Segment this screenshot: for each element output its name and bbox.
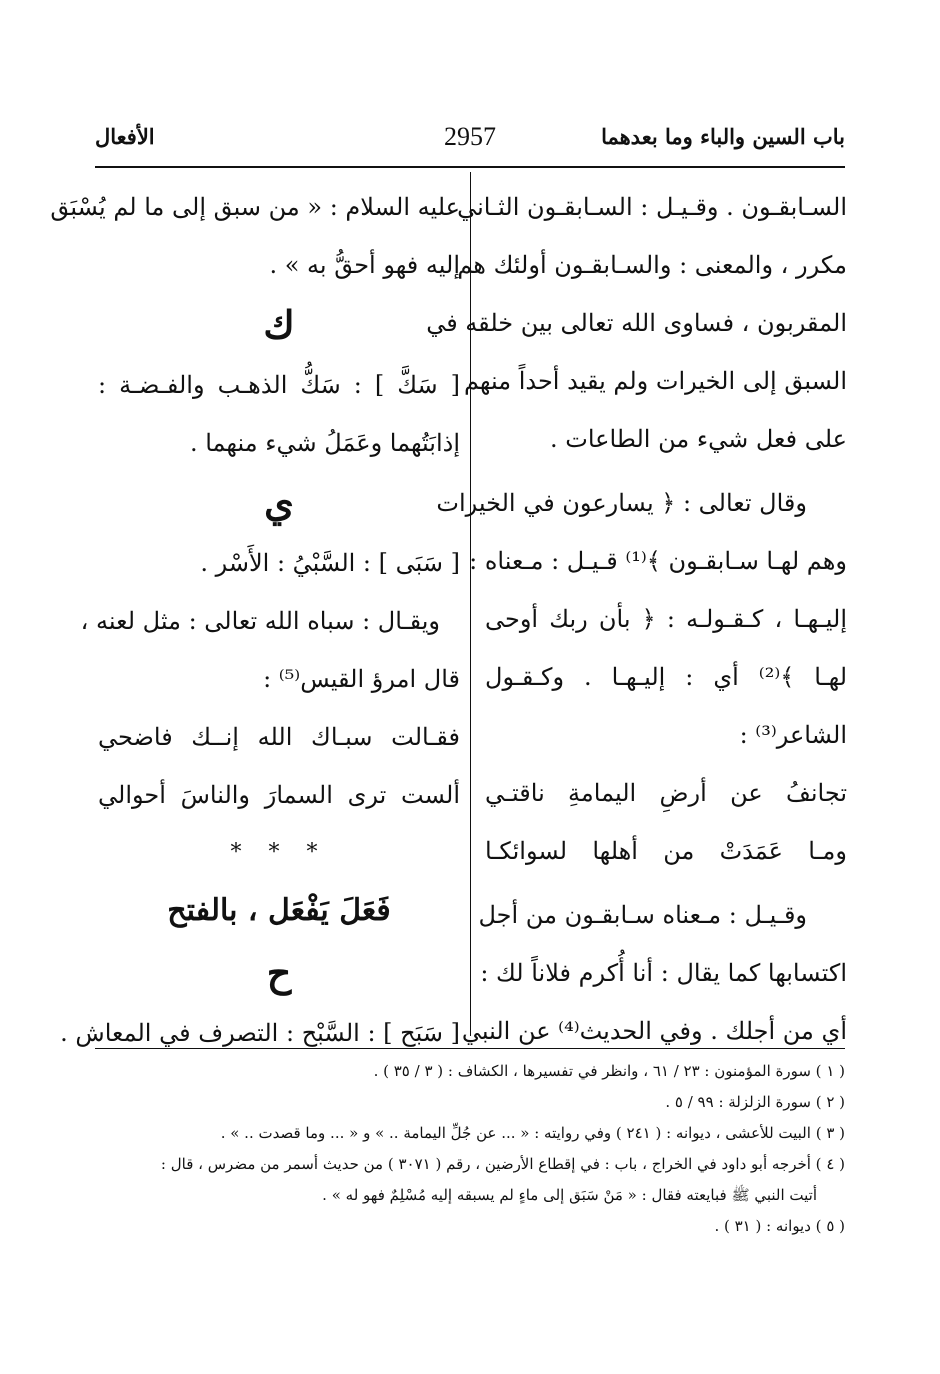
text-line: إليه فهو أحقُّ به » . bbox=[269, 251, 460, 279]
left-column bbox=[50, 178, 460, 1062]
letter-heading-kaf: ك bbox=[263, 302, 295, 347]
text-line: وهم لهـا سـابقـون ﴾⁽¹⁾ قـيـل : مـعناه : bbox=[469, 547, 847, 575]
right-column bbox=[426, 178, 848, 1060]
section-separator: * * * bbox=[230, 840, 328, 865]
text-line: عليه السلام : « من سبق إلى ما لم يُسْبَق bbox=[50, 193, 460, 221]
text-line: قال امرؤ القيس⁽⁵⁾ : bbox=[263, 665, 460, 693]
entry-sabh: [ سَبَح ] : السَّبْح : التصرف في المعاش . bbox=[60, 1019, 460, 1047]
section-title: باب السين والباء وما بعدهما bbox=[601, 124, 845, 149]
text-line: أي من أجلك . وفي الحديث⁽⁴⁾ عن النبي bbox=[461, 1017, 847, 1045]
footnote: ( ١ ) سورة المؤمنون : ٢٣ / ٦١ ، وانظر في تفسيرها ، الكشاف : ( ٣ / ٣٥ ) . bbox=[373, 1062, 845, 1080]
letter-heading-ya: ي bbox=[264, 480, 294, 525]
text-line: وقـيـل : مـعناه سـابقـون من أجل bbox=[478, 901, 807, 929]
text-line: المقربون ، فساوى الله تعالى بين خلقه في bbox=[426, 309, 847, 337]
text-line: مكرر ، والمعنى : والسـابقـون أولئك هم bbox=[457, 251, 847, 279]
poem-verse: فقـالت سبـاك الله إنــك فاضحي bbox=[98, 723, 460, 751]
text-line: ويقـال : سباه الله تعالى : مثل لعنه ، bbox=[80, 607, 440, 635]
footnote-continuation: أتيت النبي ﷺ فبايعته فقال : « مَنْ سَبَق إلى ماءٍ لم يسبقه إليه مُسْلِمٌ فهو له » . bbox=[322, 1186, 817, 1204]
chapter-title: الأفعال bbox=[95, 124, 155, 149]
text-line: على فعل شيء من الطاعات . bbox=[550, 425, 847, 453]
text-line: إليـهـا ، كـقـولـه : ﴿ بأن ربك أوحى bbox=[485, 605, 847, 633]
text-line: السبق إلى الخيرات ولم يقيد أحداً منهم bbox=[463, 367, 847, 395]
footnote: ( ٥ ) ديوانه : ( ٣١ ) . bbox=[714, 1217, 845, 1235]
letter-heading-ha: ح bbox=[266, 950, 292, 995]
text-line: اكتسابها كما يقال : أنا أُكرم فلاناً لك : bbox=[480, 959, 847, 987]
poem-verse: تجانفُ عن أرضِ اليمامةِ ناقتـي bbox=[485, 779, 847, 807]
footnote: ( ٤ ) أخرجه أبو داود في الخراج ، باب : في إقطاع الأرضين ، رقم ( ٣٠٧١ ) من حديث أسمر من مضرس ، قال : bbox=[160, 1155, 845, 1173]
poem-verse: ألست ترى السمارَ والناسَ أحوالي bbox=[98, 781, 460, 809]
running-header bbox=[95, 118, 845, 158]
footnotes bbox=[95, 1056, 845, 1242]
footnote: ( ٣ ) البيت للأعشى ، ديوانه : ( ٢٤١ ) وفي روايته : « ... عن جُلِّ اليمامة .. » و « ... وما قصدت .. » . bbox=[220, 1124, 845, 1142]
header-rule bbox=[95, 166, 845, 168]
poem-verse: ومـا عَمَدَتْ من أهلها لسوائكـا bbox=[485, 837, 847, 865]
entry-sakk: [ سَكَّ ] : سَكُّ الذهـب والفـضـة : bbox=[98, 371, 460, 399]
page-number: 2957 bbox=[444, 122, 496, 151]
footnote: ( ٢ ) سورة الزلزلة : ٩٩ / ٥ . bbox=[665, 1093, 845, 1111]
entry-saba: [ سَبَى ] : السَّبْيُ : الأَسْر . bbox=[200, 549, 460, 577]
text-line: إذابَتُهما وعَمَلُ شيء منهما . bbox=[189, 429, 460, 457]
text-line: لهـا ﴾⁽²⁾ أي : إليـهـا . وكـقـول bbox=[485, 663, 848, 691]
text-line: وقال تعالى : ﴿ يسارعون في الخيرات bbox=[436, 489, 807, 517]
footnote-rule bbox=[95, 1048, 845, 1049]
text-line: السـابقـون . وقـيـل : السـابقـون الثـاني bbox=[457, 193, 847, 221]
bab-heading: فَعَلَ يَفْعَل ، بالفتح bbox=[167, 893, 391, 928]
text-line: الشاعر⁽³⁾ : bbox=[739, 721, 847, 749]
